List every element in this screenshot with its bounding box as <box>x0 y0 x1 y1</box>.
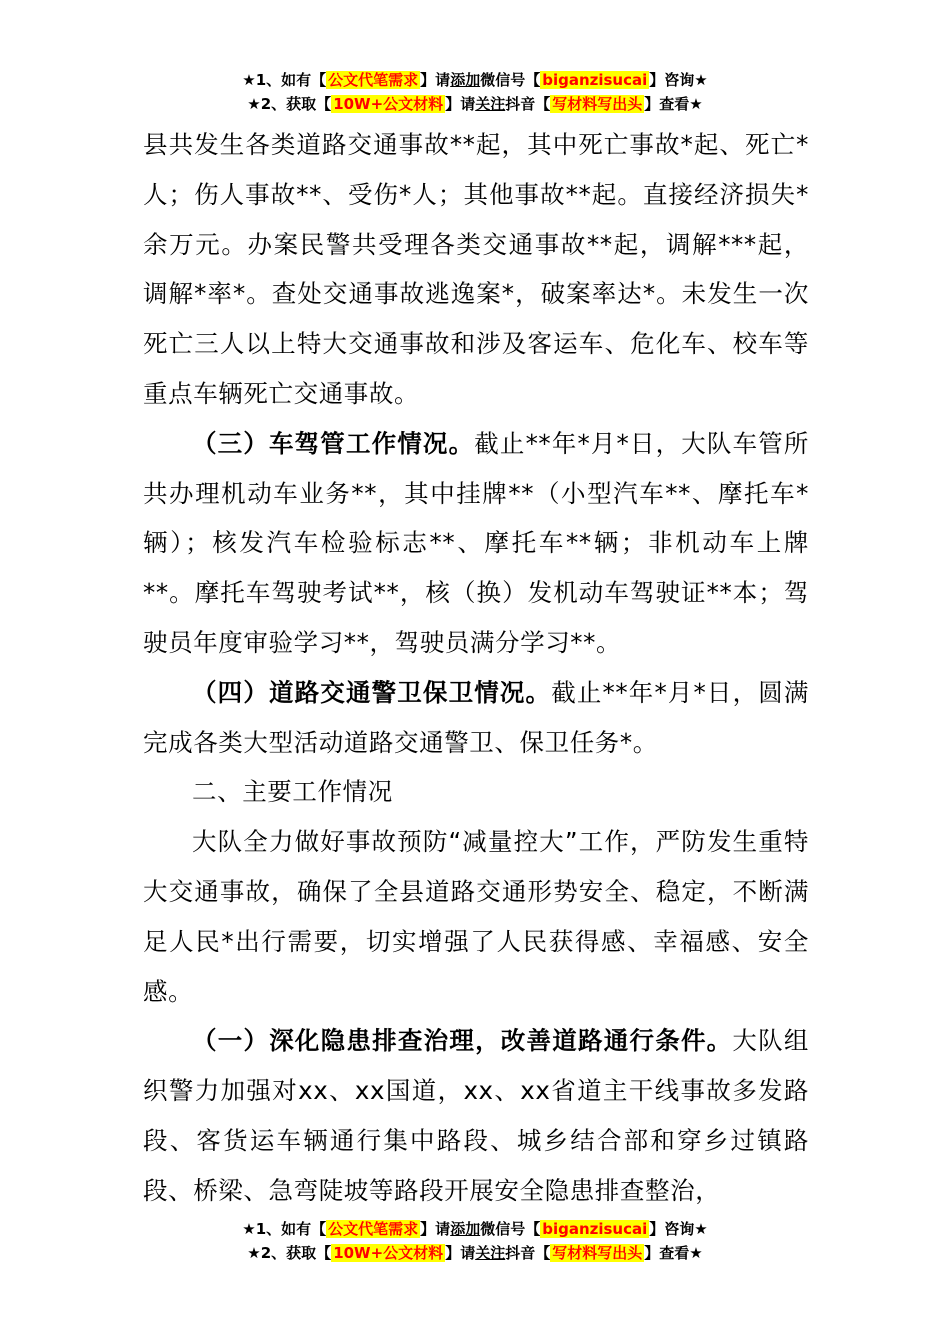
banner-text: ★2、获取【 <box>247 95 332 113</box>
banner-text: 】查看★ <box>644 95 703 113</box>
banner-text: 】查看★ <box>644 1244 703 1262</box>
banner-highlight: biganzisucai <box>542 71 648 89</box>
section-heading: （一）深化隐患排查治理，改善道路通行条件。 <box>192 1026 733 1056</box>
banner-text: 抖音【 <box>505 95 551 113</box>
banner-text: 】请 <box>420 71 451 89</box>
banner-text: ★2、获取【 <box>247 1244 332 1262</box>
banner-underlined: 添加 <box>450 1220 481 1238</box>
banner-text: 】咨询★ <box>649 71 708 89</box>
paragraph-hazard-inspection <box>143 1016 809 1215</box>
paragraph-text: 截止**年*月*日，大队车管所共办理机动车业务**，其中挂牌**（小型汽车**、摩托车*辆）；核发汽车检验标志**、摩托车**辆；非机动车上牌**。摩托车驾驶考试**，核（换）发机动车驾驶证**本；驾驶员年度审验学习**，驾驶员满分学习**。 <box>143 428 810 657</box>
banner-text: 】咨询★ <box>649 1220 708 1238</box>
section-title-main-work: 二、主要工作情况 <box>192 777 393 807</box>
banner-highlight: 10W+公文材料 <box>333 95 444 113</box>
paragraph-accident-stats: 县共发生各类道路交通事故**起，其中死亡事故*起、死亡*人；伤人事故**、受伤*人；其他事故**起。直接经济损失*余万元。办案民警共受理各类交通事故**起，调解***起，调解*率*。查处交通事故逃逸案*，破案率达*。未发生一次死亡三人以上特大交通事故和涉及客运车、危化车、校车等重点车辆死亡交通事故。 <box>143 130 809 408</box>
banner-text: ★1、如有【 <box>242 1220 327 1238</box>
paragraph-security-escort <box>143 668 809 768</box>
banner-underlined: 关注 <box>475 1244 506 1262</box>
banner-underlined: 关注 <box>475 95 506 113</box>
section-heading: （三）车驾管工作情况。 <box>192 428 475 458</box>
banner-text: 】请 <box>445 1244 476 1262</box>
paragraph-accident-prevention: 大队全力做好事故预防“减量控大”工作，严防发生重特大交通事故，确保了全县道路交通形势安全、稳定，不断满足人民*出行需要，切实增强了人民获得感、幸福感、安全感。 <box>143 827 809 1006</box>
banner-highlight: 写材料写出头 <box>552 95 643 113</box>
header-banner <box>0 68 950 116</box>
banner-highlight: 10W+公文材料 <box>333 1244 444 1262</box>
paragraph-vehicle-management <box>143 419 809 668</box>
banner-text: 】请 <box>420 1220 451 1238</box>
banner-text: 微信号【 <box>480 1220 541 1238</box>
banner-text: 抖音【 <box>505 1244 551 1262</box>
footer-banner-line-2 <box>0 1241 950 1265</box>
banner-text: 微信号【 <box>480 71 541 89</box>
banner-text: ★1、如有【 <box>242 71 327 89</box>
banner-highlight: biganzisucai <box>542 1220 648 1238</box>
paragraph-text: 大队组织警力加强对xx、xx国道，xx、xx省道主干线事故多发路段、客货运车辆通行集中路段、城乡结合部和穿乡过镇路段、桥梁、急弯陡坡等路段开展安全隐患排查整治， <box>143 1026 809 1205</box>
section-heading: （四）道路交通警卫保卫情况。 <box>192 677 552 707</box>
header-banner-line-2 <box>0 92 950 116</box>
banner-highlight: 公文代笔需求 <box>328 1220 419 1238</box>
paragraph-text: 截止**年*月*日，圆满完成各类大型活动道路交通警卫、保卫任务*。 <box>143 677 809 757</box>
footer-banner-line-1 <box>0 1217 950 1241</box>
banner-text: 】请 <box>445 95 476 113</box>
banner-highlight: 公文代笔需求 <box>328 71 419 89</box>
document-body <box>143 120 809 1216</box>
footer-banner <box>0 1217 950 1265</box>
banner-highlight: 写材料写出头 <box>552 1244 643 1262</box>
banner-underlined: 添加 <box>450 71 481 89</box>
header-banner-line-1 <box>0 68 950 92</box>
